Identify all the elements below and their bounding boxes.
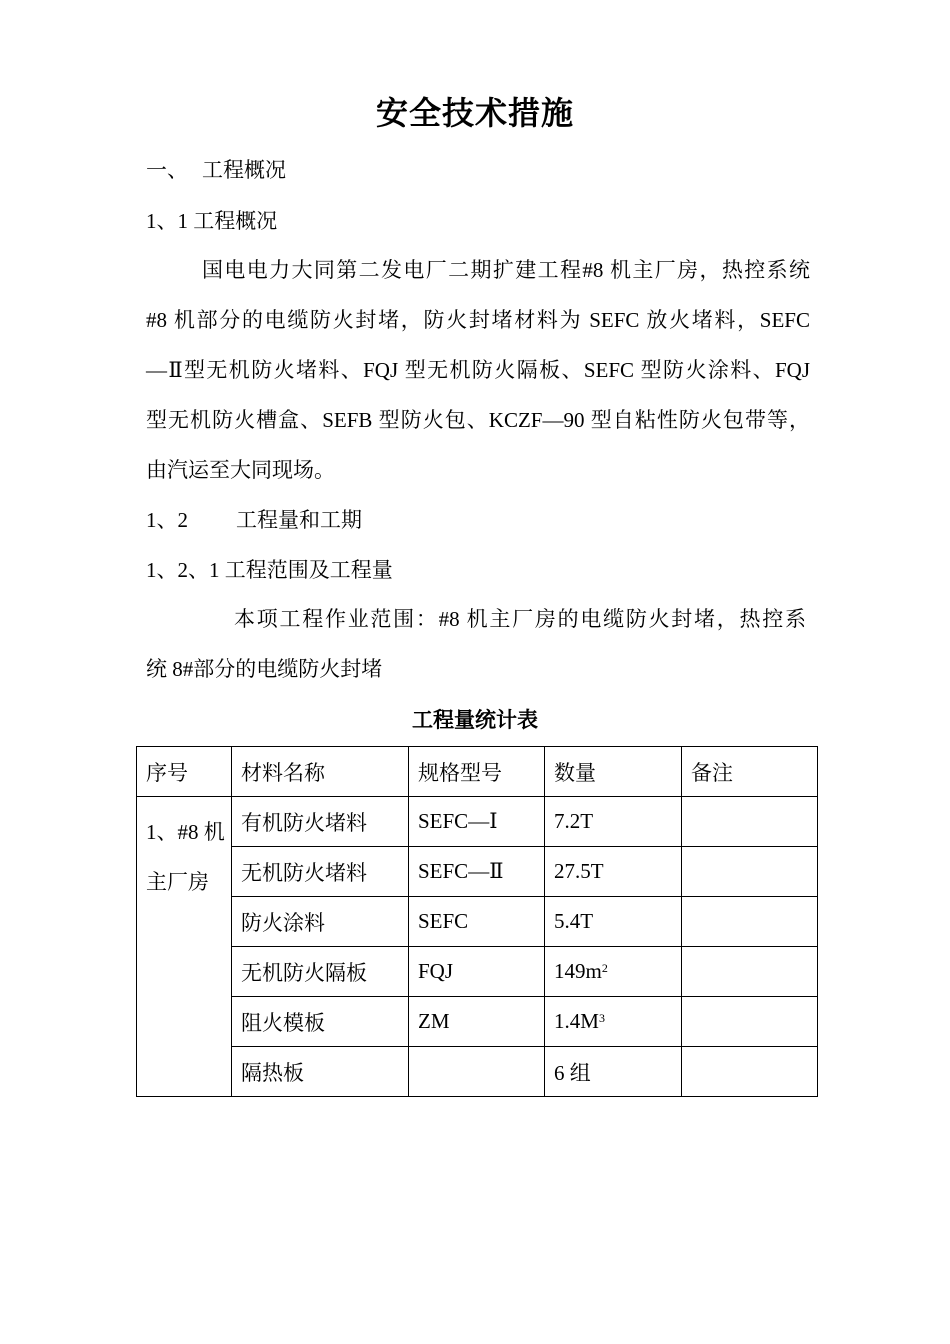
quantity-table [136,746,818,1097]
table-row [137,1047,818,1097]
spec-cell: SEFC—Ⅱ [409,847,545,897]
quantity-value: 1.4M [554,1009,599,1033]
group-cell: 1、#8 机主厂房 [137,797,232,1097]
table-title: 工程量统计表 [412,708,538,732]
quantity-value: 6 组 [554,1060,591,1085]
paragraph-overview-line-3: —Ⅱ型无机防火堵料、FQJ 型无机防火隔板、SEFC 型防火涂料、FQJ [146,358,810,382]
quantity-cell [545,897,682,947]
paragraph-scope-line-2: 统 8#部分的电缆防火封堵 [146,657,383,681]
page-title: 安全技术措施 [375,94,574,132]
table-row [137,997,818,1047]
table-row [137,847,818,897]
paragraph-scope [146,594,806,694]
material-name-cell: 防火涂料 [232,897,409,947]
header-cell: 序号 [137,747,232,797]
header-cell: 备注 [682,747,818,797]
spec-cell [409,1047,545,1097]
paragraph-overview-line-2: #8 机部分的电缆防火封堵，防火封堵材料为 SEFC 放火堵料，SEFC [146,308,810,332]
quantity-cell [545,947,682,997]
note-cell [682,897,818,947]
quantity-cell [545,1047,682,1097]
spec-cell: FQJ [409,947,545,997]
material-name-cell: 有机防火堵料 [232,797,409,847]
paragraph-overview-line-1: 国电电力大同第二发电厂二期扩建工程#8 机主厂房，热控系统 [202,258,810,282]
table-header-row [137,747,818,797]
header-cell: 数量 [545,747,682,797]
material-name-cell: 隔热板 [232,1047,409,1097]
quantity-unit-exponent: 3 [598,1011,605,1025]
section-1-number: 一、 [146,158,188,182]
paragraph-overview-line-4: 型无机防火槽盒、SEFB 型防火包、KCZF—90 型自粘性防火包带等， [146,408,810,432]
note-cell [682,997,818,1047]
quantity-value: 27.5T [554,859,604,883]
note-cell [682,847,818,897]
paragraph-overview-line-5: 由汽运至大同现场。 [146,458,335,482]
note-cell [682,947,818,997]
material-name-cell: 无机防火堵料 [232,847,409,897]
paragraph-scope-line-1: 本项工程作业范围：#8 机主厂房的电缆防火封堵，热控系 [234,607,806,631]
quantity-value: 7.2T [554,809,594,833]
quantity-unit-exponent: 2 [601,961,608,975]
header-cell: 材料名称 [232,747,409,797]
section-1-2-heading: 工程量和工期 [236,508,362,532]
quantity-value: 5.4T [554,909,594,933]
note-cell [682,1047,818,1097]
section-1-1-heading: 1、1 工程概况 [146,209,278,233]
table-row [137,797,818,847]
quantity-cell [545,797,682,847]
section-1-2-number: 1、2 [146,508,188,532]
quantity-cell [545,847,682,897]
section-1-2-1-heading: 1、2、1 工程范围及工程量 [146,558,393,582]
table-row [137,947,818,997]
note-cell [682,797,818,847]
spec-cell: SEFC—Ⅰ [409,797,545,847]
spec-cell: ZM [409,997,545,1047]
paragraph-overview [146,245,810,495]
table-row [137,897,818,947]
quantity-cell [545,997,682,1047]
spec-cell: SEFC [409,897,545,947]
header-cell: 规格型号 [409,747,545,797]
material-name-cell: 阻火模板 [232,997,409,1047]
quantity-value: 149m [554,959,602,983]
section-1-heading: 工程概况 [202,158,286,182]
material-name-cell: 无机防火隔板 [232,947,409,997]
